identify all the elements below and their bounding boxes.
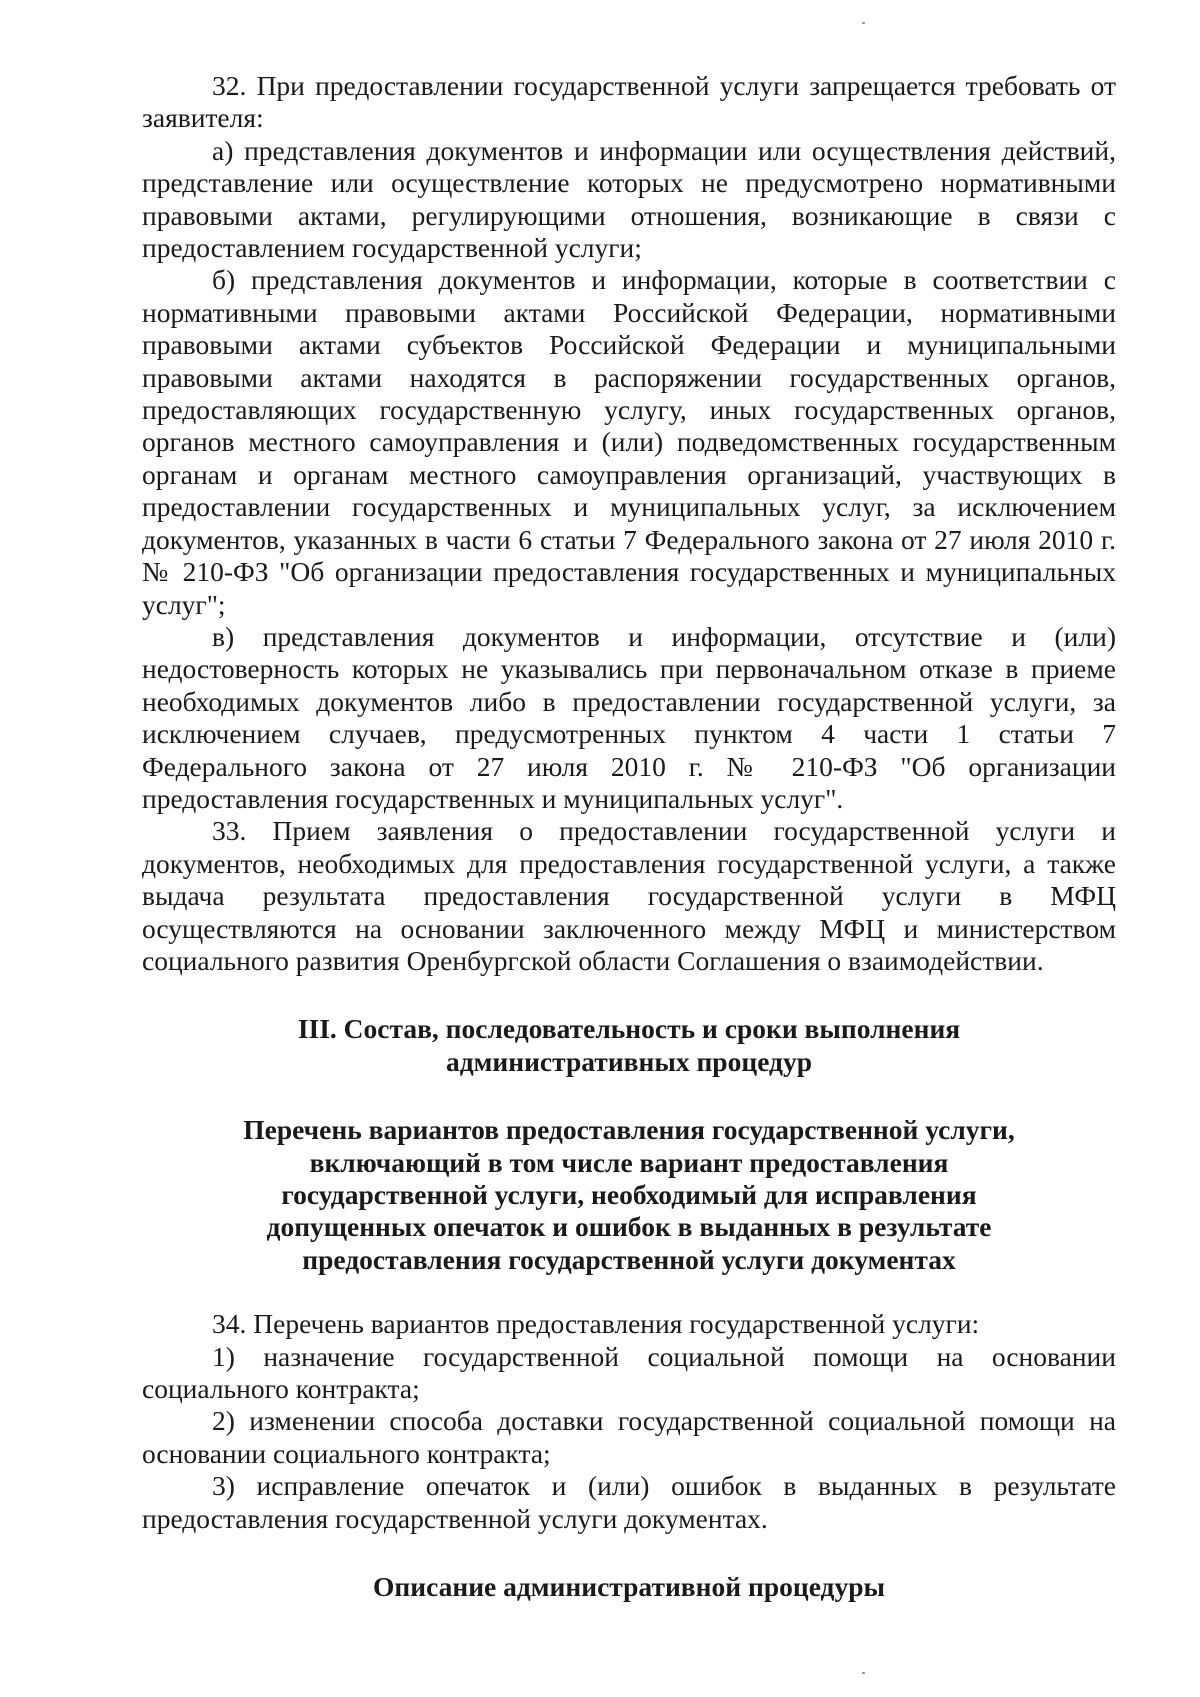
paragraph-34-item-3: 3) исправление опечаток и (или) ошибок в выданных в результате предоставления государственной услуги документах. [142,1470,1116,1534]
section-heading-3: III. Состав, последовательность и сроки выполнения административных процедур [297,1013,961,1077]
paragraph-34: 34. Перечень вариантов предоставления государственной услуги: [212,1308,980,1340]
paragraph-32-a: а) представления документов и информации или осуществления действий, представление или осуществление которых не предусмотрено нормативными правовыми актами, регулирующими отношения, возникающие в связи с предоставлением государственной услуги; [142,134,1116,264]
scan-speck [862,1672,865,1674]
subsection-heading-variants: Перечень вариантов предоставления государственной услуги, включающий в том числе вариант предоставления государственной услуги, необходимый для исправления допущенных опечаток и ошибок в выданных в результате предоставления государственной услуги документах [243,1114,1015,1275]
document-page [142,70,1116,1603]
paragraph-34-item-1: 1) назначение государственной социальной помощи на основании социального контракта; [142,1340,1116,1405]
paragraph-32-b: б) представления документов и информации, которые в соответствии с нормативными правовыми актами Российской Федерации, нормативными правовыми актами субъектов Российской Федерации и муниципальными правовыми актами находятся в распоряжении государственных органов, предоставляющих государственную услугу, иных государственных органов, органов местного самоуправления и (или) подведомственных государственным органам и органам местного самоуправления организаций, участвующих в предоставлении государственных и муниципальных услуг, за исключением документов, указанных в части 6 статьи 7 Федерального закона от 27 июля 2010 г. № 210-ФЗ "Об организации предоставления государственных и муниципальных услуг"; [142,264,1116,620]
paragraph-32: 32. При предоставлении государственной услуги запрещается требовать от заявителя: [142,70,1116,134]
subsection-heading-procedure: Описание административной процедуры [373,1571,885,1603]
paragraph-34-item-2: 2) изменении способа доставки государственной социальной помощи на основании социального контракта; [142,1405,1116,1469]
paragraph-32-c: в) представления документов и информации, отсутствие и (или) недостоверность которых не указывались при первоначальном отказе в приеме необходимых документов либо в предоставлении государственной услуги, за исключением случаев, предусмотренных пунктом 4 части 1 статьи 7 Федерального закона от 27 июля 2010 г. № 210-ФЗ "Об организации предоставления государственных и муниципальных услуг". [142,620,1116,814]
paragraph-33: 33. Прием заявления о предоставлении государственной услуги и документов, необходимых для предоставления государственной услуги, а также выдача результата предоставления государственной услуги в МФЦ осуществляются на основании заключенного между МФЦ и министерством социального развития Оренбургской области Соглашения о взаимодействии. [142,815,1116,976]
scan-speck [862,22,865,24]
